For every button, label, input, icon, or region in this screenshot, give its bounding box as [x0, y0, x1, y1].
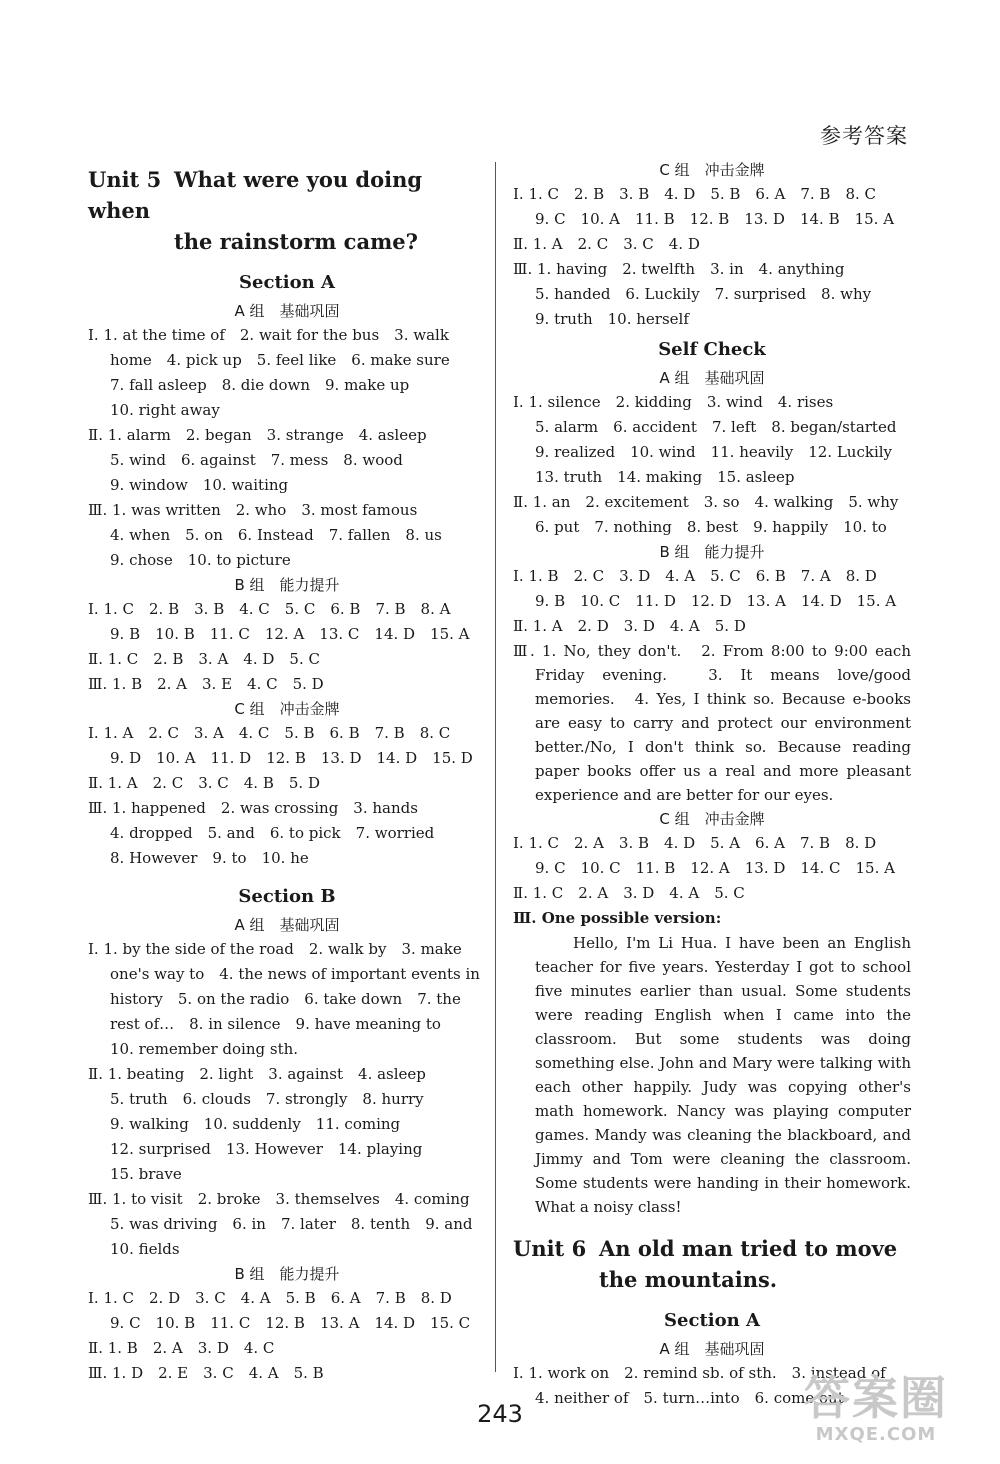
- answer-line: history 5. on the radio 6. take down 7. the: [110, 990, 461, 1008]
- answer-line: Ⅲ. 1. D 2. E 3. C 4. A 5. B: [88, 1364, 324, 1382]
- watermark-url: MXQE.COM: [815, 1424, 937, 1445]
- answer-line: 9. B 10. C 11. D 12. D 13. A 14. D 15. A: [535, 592, 897, 610]
- answer-line: 10. remember doing sth.: [110, 1040, 299, 1058]
- section-title: Section B: [238, 886, 336, 907]
- answer-line: Ⅱ. 1. A 2. C 3. C 4. B 5. D: [88, 774, 320, 792]
- answer-line: 9. C 10. B 11. C 12. B 13. A 14. D 15. C: [110, 1314, 471, 1332]
- answer-line: one's way to 4. the news of important events in: [110, 965, 480, 983]
- answer-line: Ⅲ. 1. happened 2. was crossing 3. hands: [88, 799, 418, 817]
- group-title: A 组 基础巩固: [234, 916, 340, 934]
- answer-line: Ⅲ. 1. having 2. twelfth 3. in 4. anything: [513, 260, 845, 278]
- unit-title-line-1: What were you doing when: [88, 167, 423, 223]
- essay-heading: Ⅲ. One possible version:: [513, 909, 722, 927]
- answer-line: 9. realized 10. wind 11. heavily 12. Luckily: [535, 443, 893, 461]
- watermark-text: 答案圈: [804, 1371, 948, 1425]
- answer-line: 5. wind 6. against 7. mess 8. wood: [110, 451, 403, 469]
- unit-number: Unit 6: [513, 1236, 587, 1261]
- answer-line: Ⅱ. 1. alarm 2. began 3. strange 4. asleep: [88, 426, 427, 444]
- answer-line: Ⅱ. 1. beating 2. light 3. against 4. asleep: [88, 1065, 426, 1083]
- watermark-logo: [766, 1372, 986, 1452]
- group-title: B 组 能力提升: [234, 576, 340, 594]
- answer-line: Ⅰ. 1. A 2. C 3. A 4. C 5. B 6. B 7. B 8. C: [88, 724, 451, 742]
- group-title: A 组 基础巩固: [234, 302, 340, 320]
- answer-line: 4. dropped 5. and 6. to pick 7. worried: [110, 824, 435, 842]
- unit-title: [513, 1233, 911, 1295]
- essay-paragraph: Hello, I'm Li Hua. I have been an English teacher for five years. Yesterday I got to school five minutes earlier than usual. Some students were reading English when I came into the classroom. But some students was doing something else. John and Mary were talking with each other happily. Judy was copying other's math homework. Nancy was playing computer games. Mandy was cleaning the blackboard, and Jimmy and Tom were cleaning the classroom. Some students were handing in their homework. What a noisy class!: [535, 934, 911, 1216]
- answer-line: 7. fall asleep 8. die down 9. make up: [110, 376, 410, 394]
- answer-line: Ⅰ. 1. C 2. A 3. B 4. D 5. A 6. A 7. B 8. D: [513, 834, 877, 852]
- group-title: B 组 能力提升: [659, 543, 765, 561]
- group-title: A 组 基础巩固: [659, 1340, 765, 1358]
- answer-line: Ⅰ. 1. at the time of 2. wait for the bus 3. walk: [88, 326, 449, 344]
- answer-line: 9. walking 10. suddenly 11. coming: [110, 1115, 401, 1133]
- answer-line: Ⅰ. 1. B 2. C 3. D 4. A 5. C 6. B 7. A 8. D: [513, 567, 877, 585]
- answer-line: Ⅰ. 1. C 2. D 3. C 4. A 5. B 6. A 7. B 8. D: [88, 1289, 452, 1307]
- answer-line: Ⅱ. 1. B 2. A 3. D 4. C: [88, 1339, 275, 1357]
- answer-line: 9. C 10. C 11. B 12. A 13. D 14. C 15. A: [535, 859, 895, 877]
- page-number: 243: [477, 1400, 523, 1428]
- answer-line: Ⅱ. 1. A 2. D 3. D 4. A 5. D: [513, 617, 746, 635]
- answer-line: 9. truth 10. herself: [535, 310, 689, 328]
- answer-line: 13. truth 14. making 15. asleep: [535, 468, 795, 486]
- unit-title: [88, 164, 486, 257]
- answer-group: [513, 390, 911, 540]
- answer-line: 5. was driving 6. in 7. later 8. tenth 9. and: [110, 1215, 473, 1233]
- group-title: C 组 冲击金牌: [659, 161, 765, 179]
- right-column: [513, 158, 911, 1411]
- answer-line: Ⅰ. 1. work on 2. remind sb. of sth. 3. instead of: [513, 1364, 886, 1382]
- group-title: A 组 基础巩固: [659, 369, 765, 387]
- answer-line: Ⅲ. 1. B 2. A 3. E 4. C 5. D: [88, 675, 324, 693]
- answer-line: 5. truth 6. clouds 7. strongly 8. hurry: [110, 1090, 424, 1108]
- group-title: C 组 冲击金牌: [234, 700, 340, 718]
- answer-line: 4. when 5. on 6. Instead 7. fallen 8. us: [110, 526, 442, 544]
- answer-line: Ⅱ. 1. C 2. A 3. D 4. A 5. C: [513, 884, 745, 902]
- answer-line: Ⅰ. 1. C 2. B 3. B 4. D 5. B 6. A 7. B 8. C: [513, 185, 877, 203]
- answer-line: 10. fields: [110, 1240, 180, 1258]
- answer-line: Ⅱ. 1. A 2. C 3. C 4. D: [513, 235, 700, 253]
- answer-line: rest of… 8. in silence 9. have meaning to: [110, 1015, 441, 1033]
- answer-line: 9. B 10. B 11. C 12. A 13. C 14. D 15. A: [110, 625, 470, 643]
- answer-line: Ⅱ. 1. an 2. excitement 3. so 4. walking 5. why: [513, 493, 899, 511]
- answer-line: 10. right away: [110, 401, 220, 419]
- answer-group: [513, 564, 911, 807]
- answer-line: Ⅲ. 1. to visit 2. broke 3. themselves 4. coming: [88, 1190, 470, 1208]
- answer-line: 5. alarm 6. accident 7. left 8. began/started: [535, 418, 897, 436]
- answer-line: 9. C 10. A 11. B 12. B 13. D 14. B 15. A: [535, 210, 895, 228]
- answer-group: [513, 182, 911, 332]
- answer-line: Ⅰ. 1. C 2. B 3. B 4. C 5. C 6. B 7. B 8. A: [88, 600, 451, 618]
- answer-line: Ⅱ. 1. C 2. B 3. A 4. D 5. C: [88, 650, 320, 668]
- unit-number: Unit 5: [88, 167, 162, 192]
- answer-line: 6. put 7. nothing 8. best 9. happily 10. to: [535, 518, 887, 536]
- group-title: C 组 冲击金牌: [659, 810, 765, 828]
- section-title: Section A: [664, 1310, 760, 1331]
- header-label: 参考答案: [820, 124, 908, 148]
- section-title: Self Check: [658, 339, 766, 360]
- unit-title-line-2: the rainstorm came?: [174, 229, 418, 254]
- left-column: [88, 158, 486, 1386]
- answer-line: 5. handed 6. Luckily 7. surprised 8. why: [535, 285, 872, 303]
- answer-group: [88, 937, 486, 1262]
- answer-line: 4. neither of 5. turn…into 6. come out: [535, 1389, 844, 1407]
- unit-title-line-1: An old man tried to move: [599, 1236, 898, 1261]
- answer-line: 9. D 10. A 11. D 12. B 13. D 14. D 15. D: [110, 749, 473, 767]
- answer-line: 9. chose 10. to picture: [110, 551, 291, 569]
- answer-line: 15. brave: [110, 1165, 182, 1183]
- answer-group: [88, 323, 486, 573]
- group-title: B 组 能力提升: [234, 1265, 340, 1283]
- answer-line: Ⅰ. 1. by the side of the road 2. walk by 3. make: [88, 940, 462, 958]
- answer-group: [88, 597, 486, 697]
- answer-paragraph: Ⅲ. 1. No, they don't. 2. From 8:00 to 9:00 each Friday evening. 3. It means love/good memories. 4. Yes, I think so. Because e-books are easy to carry and protect our environment better./No, I don't think so. Because reading paper books offer us a real and more pleasant experience and are better for our eyes.: [513, 642, 911, 804]
- answer-line: 8. However 9. to 10. he: [110, 849, 309, 867]
- answer-group: [88, 721, 486, 871]
- answer-line: 9. window 10. waiting: [110, 476, 289, 494]
- answer-group: [88, 1286, 486, 1386]
- answer-line: home 4. pick up 5. feel like 6. make sure: [110, 351, 450, 369]
- answer-group: [513, 831, 911, 1219]
- unit-title-line-2: the mountains.: [599, 1267, 778, 1292]
- answer-line: Ⅲ. 1. was written 2. who 3. most famous: [88, 501, 418, 519]
- answer-line: Ⅰ. 1. silence 2. kidding 3. wind 4. rises: [513, 393, 834, 411]
- section-title: Section A: [239, 272, 335, 293]
- column-divider: [495, 162, 496, 1372]
- answer-line: 12. surprised 13. However 14. playing: [110, 1140, 423, 1158]
